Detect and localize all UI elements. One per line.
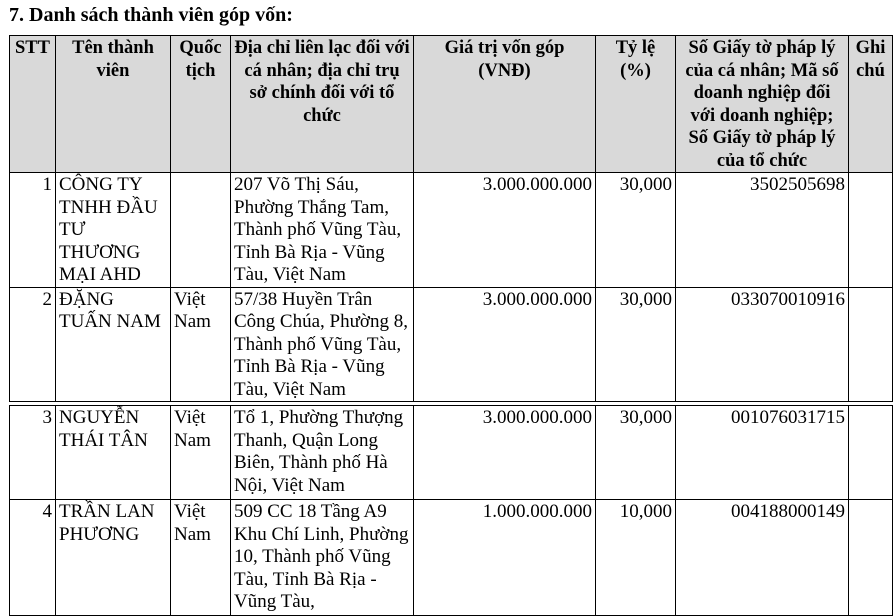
table-row [10,287,893,402]
cell-capital: 3.000.000.000 [414,406,596,500]
header-nationality: Quốc tịch [171,36,231,173]
members-table-part-1 [9,35,893,402]
cell-doc-no: 033070010916 [676,287,849,402]
cell-address: 57/38 Huyền Trân Công Chúa, Phường 8, Thành phố Vũng Tàu, Tỉnh Bà Rịa - Vũng Tàu, Việt Nam [231,287,414,402]
cell-nationality [171,173,231,288]
cell-ratio: 30,000 [596,406,676,500]
cell-name: ĐẶNG TUẤN NAM [56,287,171,402]
header-stt: STT [10,36,56,173]
header-doc-no: Số Giấy tờ pháp lý của cá nhân; Mã số doanh nghiệp đối với doanh nghiệp; Số Giấy tờ pháp lý của tổ chức [676,36,849,173]
cell-name: NGUYỄN THÁI TÂN [56,406,171,500]
cell-doc-no: 001076031715 [676,406,849,500]
cell-ratio: 10,000 [596,500,676,616]
cell-ratio: 30,000 [596,173,676,288]
cell-name: TRẦN LAN PHƯƠNG [56,500,171,616]
cell-doc-no: 004188000149 [676,500,849,616]
cell-note [849,500,893,616]
header-ratio: Tỷ lệ (%) [596,36,676,173]
cell-stt: 3 [10,406,56,500]
cell-ratio: 30,000 [596,287,676,402]
table-header-row [10,36,893,173]
cell-stt: 2 [10,287,56,402]
cell-nationality: Việt Nam [171,500,231,616]
cell-note [849,287,893,402]
table-row [10,173,893,288]
header-address: Địa chỉ liên lạc đối với cá nhân; địa chỉ trụ sở chính đối với tổ chức [231,36,414,173]
table-row [10,500,893,616]
cell-doc-no: 3502505698 [676,173,849,288]
cell-capital: 3.000.000.000 [414,173,596,288]
cell-note [849,173,893,288]
cell-address: 207 Võ Thị Sáu, Phường Thắng Tam, Thành phố Vũng Tàu, Tỉnh Bà Rịa - Vũng Tàu, Việt Nam [231,173,414,288]
header-note: Ghi chú [849,36,893,173]
cell-name: CÔNG TY TNHH ĐẦU TƯ THƯƠNG MẠI AHD [56,173,171,288]
cell-nationality: Việt Nam [171,287,231,402]
cell-address: Tổ 1, Phường Thượng Thanh, Quận Long Biên, Thành phố Hà Nội, Việt Nam [231,406,414,500]
table-row [10,406,893,500]
cell-note [849,406,893,500]
cell-capital: 3.000.000.000 [414,287,596,402]
cell-address: 509 CC 18 Tầng A9 Khu Chí Linh, Phường 10, Thành phố Vũng Tàu, Tỉnh Bà Rịa - Vũng Tàu, [231,500,414,616]
section-title: 7. Danh sách thành viên góp vốn: [9,4,293,26]
cell-stt: 4 [10,500,56,616]
header-capital: Giá trị vốn góp (VNĐ) [414,36,596,173]
cell-stt: 1 [10,173,56,288]
header-name: Tên thành viên [56,36,171,173]
cell-capital: 1.000.000.000 [414,500,596,616]
members-table-part-2 [9,405,893,616]
cell-nationality: Việt Nam [171,406,231,500]
